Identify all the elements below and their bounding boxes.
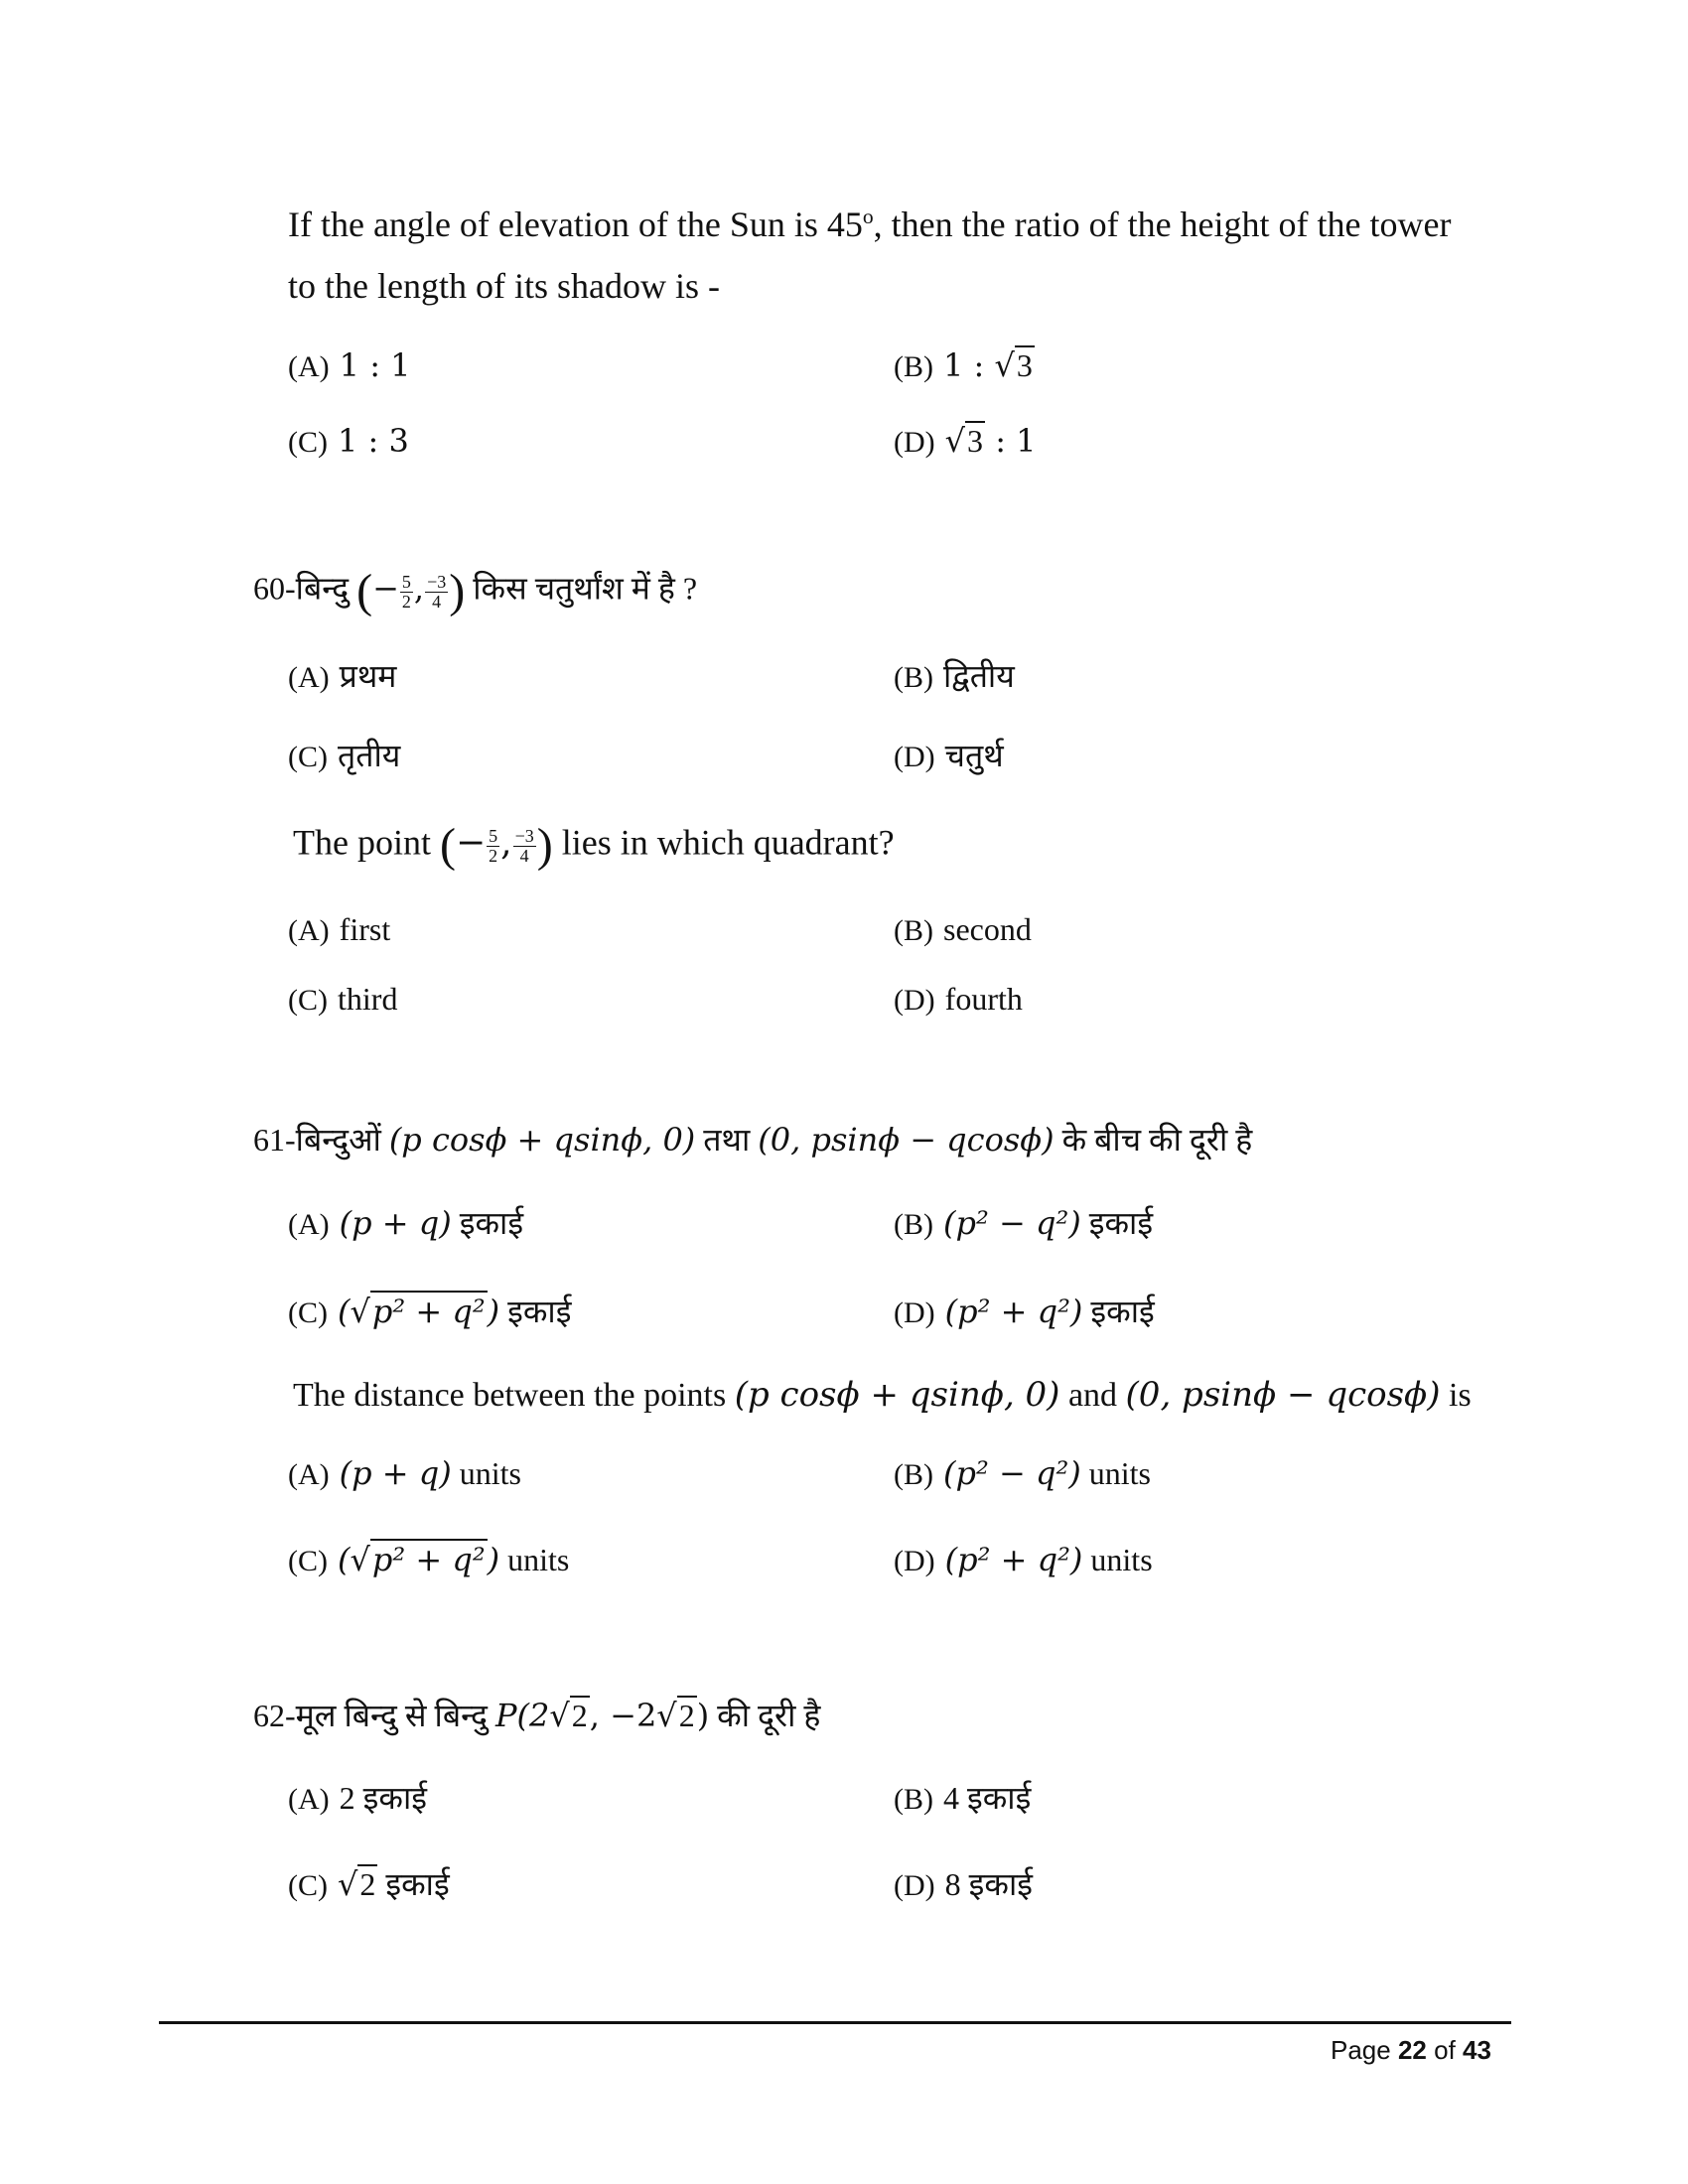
q59-text-line2: to the length of its shadow is -	[288, 266, 720, 306]
q61-hindi-question: 61-बिन्दुओं (p cosϕ + qsinϕ, 0) तथा (0, psinϕ − qcosϕ) के बीच की दूरी है	[253, 1121, 1253, 1159]
q62-option-d: (D) 8 इकाई	[894, 1866, 1033, 1902]
q61-english-option-d: (D) (p² + q²) units	[894, 1541, 1153, 1578]
page-number: Page 22 of 43	[1331, 2035, 1491, 2065]
q60-english-option-a: (A) first	[288, 911, 391, 947]
q60-english-option-b: (B) second	[894, 911, 1032, 947]
footer-divider	[159, 2021, 1511, 2024]
q61-hindi-option-b: (B) (p² − q²) इकाई	[894, 1204, 1154, 1242]
q61-english-question: The distance between the points (p cosϕ + qsinϕ, 0) and (0, psinϕ − qcosϕ) is	[293, 1375, 1472, 1415]
q62-option-c: (C) √2 इकाई	[288, 1865, 450, 1903]
q61-hindi-option-c: (C) (√p² + q²) इकाई	[288, 1293, 572, 1330]
q60-english-option-c: (C) third	[288, 981, 398, 1017]
q62-option-b: (B) 4 इकाई	[894, 1780, 1032, 1816]
q60-hindi-option-a: (A) प्रथम	[288, 658, 397, 694]
q61-english-option-c: (C) (√p² + q²) units	[288, 1541, 570, 1578]
q59-option-d: (D) √3 : 1	[894, 422, 1037, 460]
q60-hindi-option-b: (B) द्वितीय	[894, 658, 1015, 694]
q60-hindi-question: 60-बिन्दु (− $\frac{5}{2}$ , $\frac{-3}{4}$ ) किस चतुर्थांश में है ?	[253, 565, 698, 617]
q61-english-option-a: (A) (p + q) units	[288, 1454, 521, 1492]
q59-text-line1: If the angle of elevation of the Sun is 45$^o$, then the ratio of the height of the tower	[288, 205, 1452, 244]
q60-english-option-d: (D) fourth	[894, 981, 1023, 1017]
q61-hindi-option-a: (A) (p + q) इकाई	[288, 1204, 524, 1242]
q62-question: 62-मूल बिन्दु से बिन्दु P(2√2, −2√2) की दूरी है	[253, 1697, 821, 1734]
q59-option-b: (B) 1 : √3	[894, 346, 1033, 384]
q59-option-c: (C) 1 : 3	[288, 422, 409, 460]
q60-english-question: The point (− $\frac{5}{2}$ , $\frac{-3}{4}$ ) lies in which quadrant?	[293, 819, 895, 872]
q62-option-a: (A) 2 इकाई	[288, 1780, 427, 1816]
q61-english-option-b: (B) (p² − q²) units	[894, 1454, 1151, 1492]
q60-hindi-option-c: (C) तृतीय	[288, 738, 401, 773]
q60-hindi-option-d: (D) चतुर्थ	[894, 738, 1004, 773]
q61-hindi-option-d: (D) (p² + q²) इकाई	[894, 1293, 1155, 1330]
q59-option-a: (A) 1 : 1	[288, 346, 411, 384]
